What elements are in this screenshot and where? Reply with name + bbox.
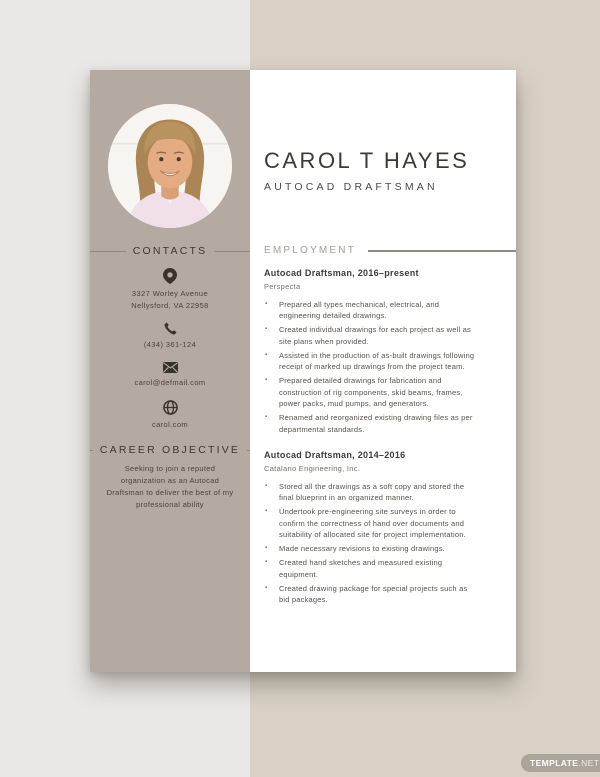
contacts-heading [90,245,250,257]
job-bullet-list [264,299,476,436]
career-objective-heading-label: CAREER OBJECTIVE [99,444,241,457]
resume-main [250,70,516,672]
job-title: Autocad Draftsman, 2016–present [264,268,419,278]
templatenet-watermark[interactable] [521,754,600,772]
career-objective-heading [90,444,250,456]
job-company: Catalano Engineering, Inc. [264,463,361,473]
heading-rule-left [90,251,126,252]
job-entry-2 [264,450,516,606]
job-bullet: ▪ Prepared all types mechanical, electrical, and engineering detailed drawings. [264,299,476,322]
heading-rule-right [214,251,250,252]
job-bullet: ▪ Created individual drawings for each project as well as site plans when provided. [264,324,476,347]
employment-heading-label: EMPLOYMENT [264,245,357,256]
job-bullet: ▪ Undertook pre-engineering site surveys in order to confirm the correctness of hand over documents and suitability of allocated site for project implementation. [264,506,476,541]
job-bullet: ▪ Prepared detailed drawings for fabrication and construction of rig components, skid beams, frames, power packs, mud pumps, and generators. [264,375,476,410]
watermark-brand: TEMPLATE [530,758,579,768]
job-bullet: ▪ Created hand sketches and measured existing equipment. [264,557,476,580]
profile-photo [108,104,232,228]
employment-section-heading [264,245,516,256]
address-text [131,288,209,311]
address-line2: Nellysford, VA 22958 [131,300,209,310]
job-bullet: ▪ Assisted in the production of as-built drawings following receipt of marked up drawings from the project team. [264,350,476,373]
location-pin-icon [163,268,177,284]
page-title: CAROL T HAYES [264,148,470,173]
job-company: Perspecta [264,281,301,291]
address-line1: 3327 Worley Avenue [131,289,209,298]
globe-icon [163,400,178,415]
job-bullet: ▪ Made necessary revisions to existing drawings. [264,543,476,555]
resume-sidebar [90,70,250,672]
contacts-heading-label: CONTACTS [132,245,208,257]
job-bullet: ▪ Created drawing package for special projects such as bid packages. [264,583,476,606]
portrait-illustration [108,104,232,228]
resume-card [90,70,516,672]
job-entry-1 [264,268,516,435]
employment-heading-rule [368,250,516,252]
phone-number: (434) 361-124 [143,340,197,350]
email-address: carol@defmail.com [134,377,206,387]
website-url: carol.com [151,419,189,429]
phone-icon [164,322,177,335]
envelope-icon [163,362,178,373]
watermark-brand-suffix: .NET [578,758,600,768]
job-bullet: ▪ Stored all the drawings as a soft copy and stored the final blueprint in an organized manner. [264,481,476,504]
job-bullet-list [264,481,476,606]
job-bullet: ▪ Renamed and reorganized existing drawing files as per departmental standards. [264,412,476,435]
career-objective-text: Seeking to join a reputed organization as an Autocad Draftsman to deliver the best of my professional ability [106,464,234,510]
job-role-subtitle: AUTOCAD DRAFTSMAN [264,181,438,193]
job-title: Autocad Draftsman, 2014–2016 [264,450,406,460]
